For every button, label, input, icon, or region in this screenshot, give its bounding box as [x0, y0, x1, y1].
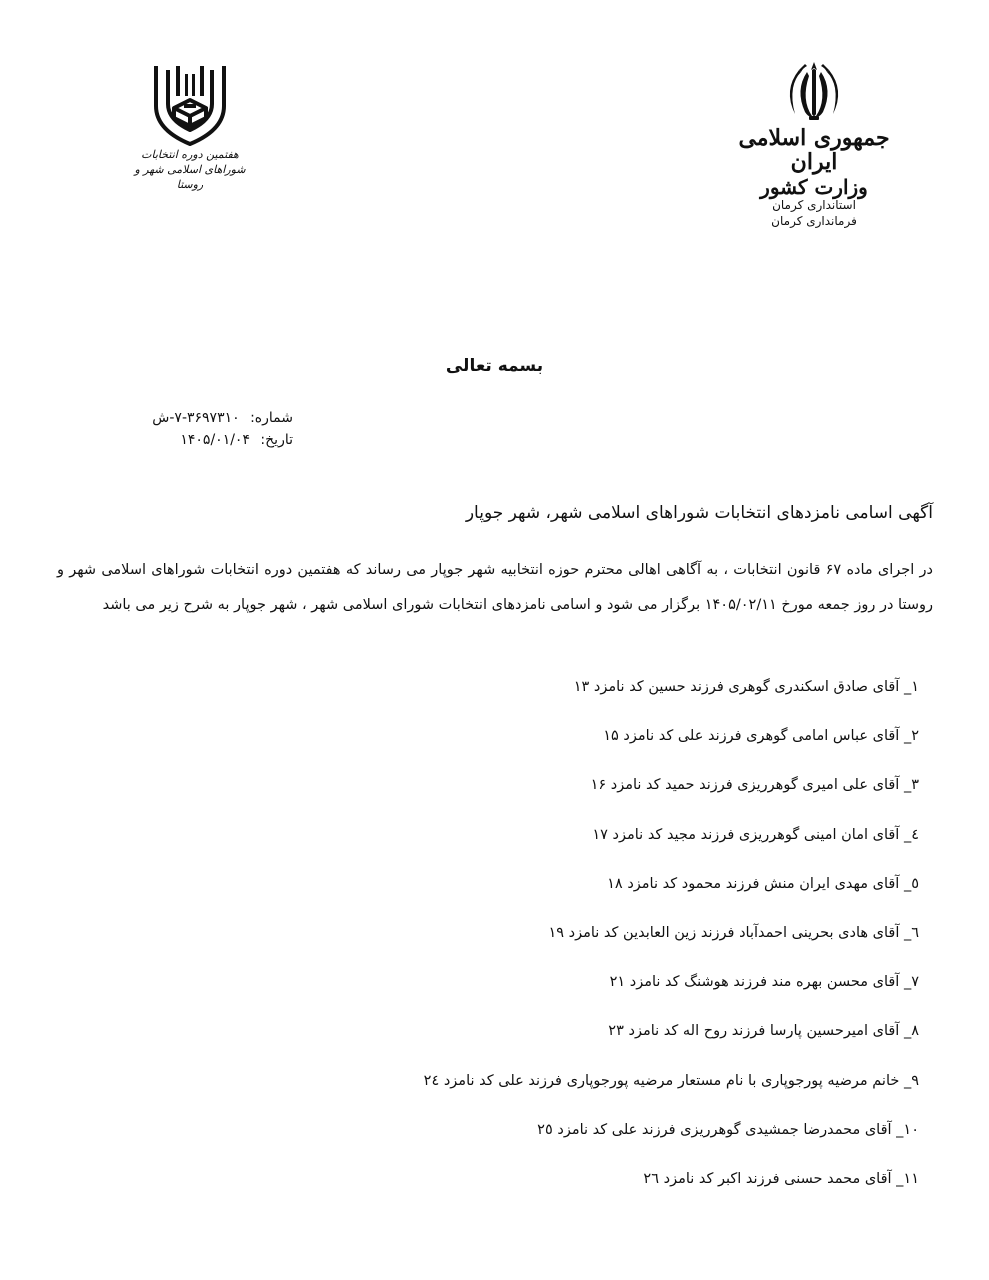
basmala-heading: بسمه تعالی — [445, 356, 544, 376]
announcement-intro: در اجرای ماده ۶۷ قانون انتخابات ، به آگاهی اهالی محترم حوزه انتخابیه شهر جوپار می رساند که هفتمین دوره انتخابات شوراهای اسلامی شهر و روستا در روز جمعه مورخ ۱۴۰۵/۰۲/۱۱ برگزار می شود و اسامی نامزدهای انتخابات شورای اسلامی شهر ، شهر جوپار به شرح زیر می باشد — [57, 562, 933, 613]
iran-emblem-icon — [779, 60, 849, 122]
candidate-item: ۱۰_ آقای محمدرضا جمشیدی گوهرریزی فرزند علی کد نامزد ۲٥ — [537, 1121, 919, 1138]
candidate-item: ۳_ آقای علی امیری گوهرریزی فرزند حمید کد نامزد ۱۶ — [590, 777, 919, 794]
candidate-list — [59, 667, 919, 1208]
announcement-title: آگهی اسامی نامزدهای انتخابات شوراهای اسلامی شهر، شهر جوپار — [465, 503, 933, 523]
candidate-item: ۷_ آقای محسن بهره مند فرزند هوشنگ کد نامزد ۲۱ — [609, 974, 919, 991]
candidate-item: ٥_ آقای مهدی ایران منش فرزند محمود کد نامزد ۱۸ — [607, 875, 919, 892]
letter-meta — [152, 408, 293, 451]
candidate-item: ۱_ آقای صادق اسکندری گوهری فرزند حسین کد نامزد ۱۳ — [573, 679, 919, 695]
election-caption-line2: شوراهای اسلامی شهر و روستا — [134, 162, 246, 191]
ballot-box-icon — [148, 60, 232, 148]
country-name: جمهوری اسلامی ایران — [738, 125, 890, 176]
candidate-item: ٤_ آقای امان امینی گوهرریزی فرزند مجید کد نامزد ۱۷ — [592, 826, 919, 843]
candidate-item: ۹_ خانم مرضیه پورجوپاری با نام مستعار مرضیه پورجوپاری فرزند علی کد نامزد ۲٤ — [423, 1072, 919, 1089]
candidate-item: ۲_ آقای عباس امامی گوهری فرزند علی کد نامزد ۱۵ — [603, 728, 919, 745]
election-caption-line1: هفتمین دوره انتخابات — [141, 148, 239, 161]
letter-date-label: تاریخ: — [260, 431, 293, 448]
letter-date-row — [152, 430, 293, 452]
ministry-name: وزارت کشور — [760, 175, 868, 200]
candidate-item: ٦_ آقای هادی بحرینی احمدآباد فرزند زین العابدین کد نامزد ۱۹ — [548, 924, 919, 941]
ministry-header — [729, 60, 899, 230]
letter-number-label: شماره: — [250, 410, 293, 426]
letter-number-value: ۳۶۹۷۳۱۰-۷-ش — [152, 410, 240, 426]
candidate-item: ۱۱_ آقای محمد حسنی فرزند اکبر کد نامزد ۲٦ — [643, 1170, 919, 1187]
letter-number-row — [152, 408, 293, 430]
election-logo — [120, 60, 260, 193]
county-governorate-name: فرمانداری کرمان — [771, 213, 857, 228]
governorate-name: استانداری کرمان — [772, 198, 856, 213]
letter-date-value: ۱۴۰۵/۰۱/۰۴ — [180, 431, 250, 448]
candidate-item: ۸_ آقای امیرحسین پارسا فرزند روح اله کد نامزد ۲۳ — [608, 1023, 919, 1040]
